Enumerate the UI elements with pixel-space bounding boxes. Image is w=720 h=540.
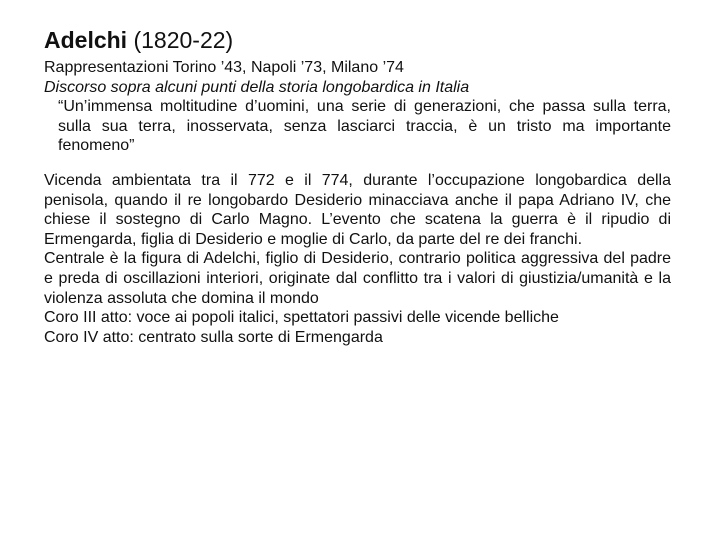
paragraph-gap	[44, 156, 671, 171]
slide-title	[44, 26, 233, 54]
protagonist-paragraph: Centrale è la figura di Adelchi, figlio di Desiderio, contrario politica aggressiva del padre e preda di oscillazioni interiori, originate dal conflitto tra i valori di giustizia/umanità e la violenza assoluta che domina il mondo	[44, 250, 671, 307]
title-years: (1820-22)	[133, 27, 234, 53]
plot-paragraph: Vicenda ambientata tra il 772 e il 774, durante l’occupazione longobardica della penisola, quando il re longobardo Desiderio minacciava anche il papa Adriano IV, che chiese il sostegno di Carlo Magno. L’evento che scatena la guerra è il ripudio di Ermengarda, figlia di Desiderio e moglie di Carlo, da parte del re dei franchi.	[44, 171, 671, 248]
quote-paragraph: “Un’immensa moltitudine d’uomini, una serie di generazioni, che passa sulla terra, sulla sua terra, inosservata, senza lasciarci traccia, è un tristo ma importante fenomeno”	[58, 98, 671, 155]
title-name: Adelchi	[44, 27, 128, 53]
slide-content	[44, 58, 671, 347]
essay-title: Discorso sopra alcuni punti della storia longobardica in Italia	[44, 78, 470, 96]
chorus-3-paragraph: Coro III atto: voce ai popoli italici, spettatori passivi delle vicende belliche	[44, 309, 559, 327]
performances-line: Rappresentazioni Torino ’43, Napoli ’73, Milano ’74	[44, 59, 404, 76]
chorus-4-paragraph: Coro IV atto: centrato sulla sorte di Ermengarda	[44, 328, 383, 346]
